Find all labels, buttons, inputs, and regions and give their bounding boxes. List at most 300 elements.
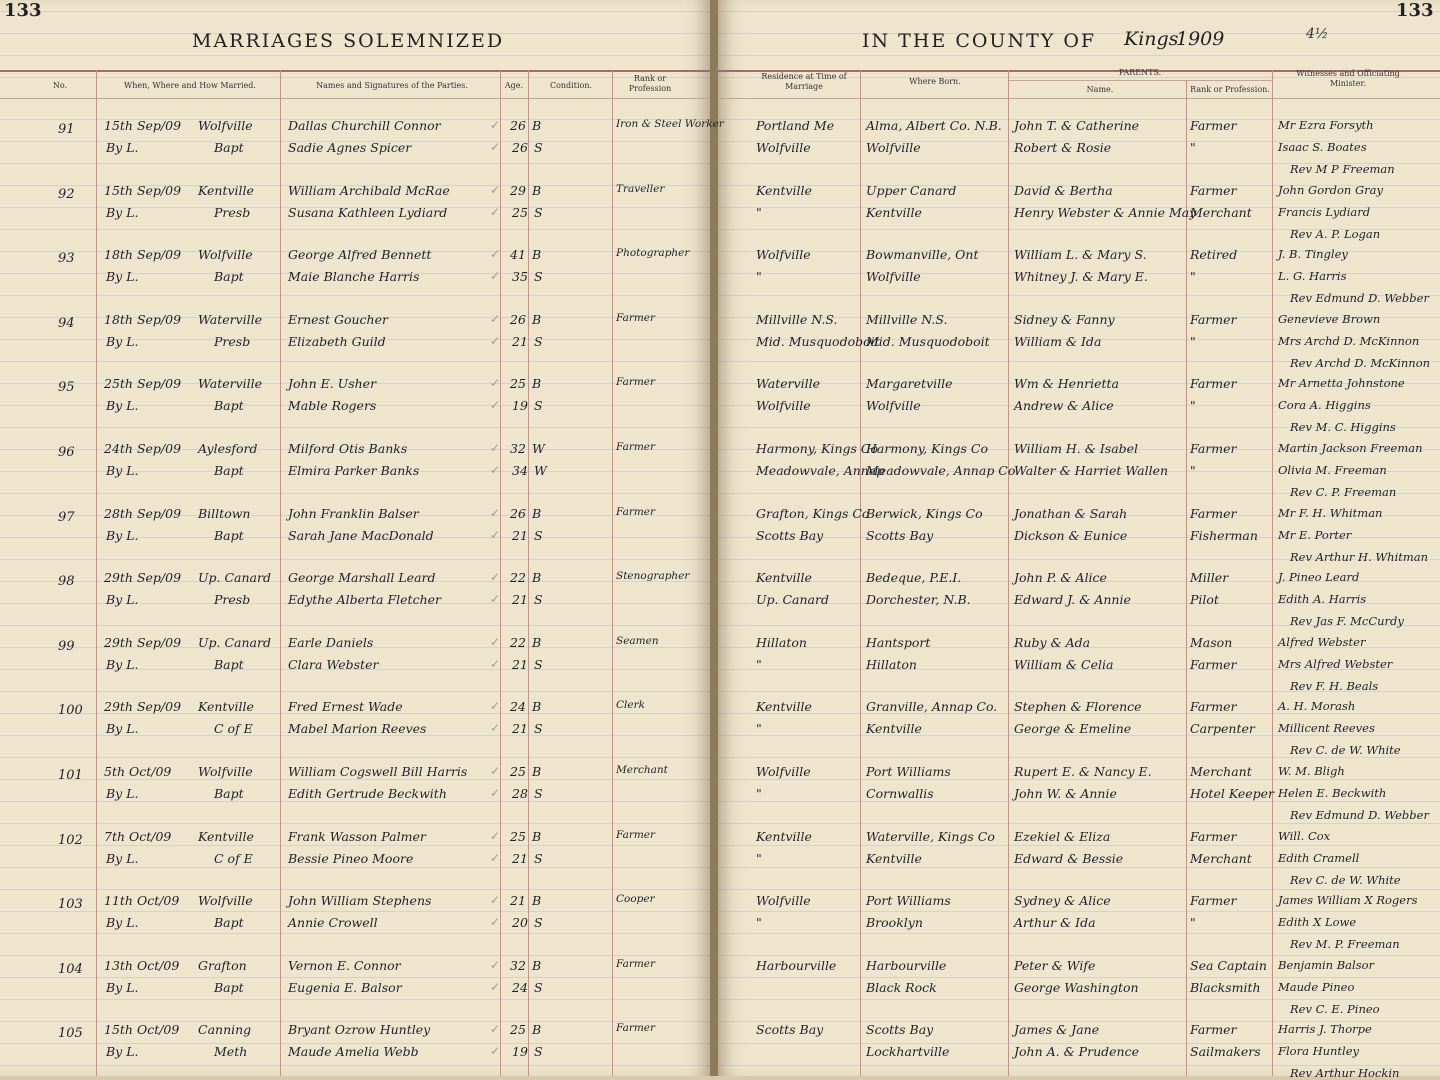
entry-bride: Edythe Alberta Fletcher [288,592,441,608]
entry-how-married: By L. [106,656,139,672]
entry-condition-groom: W [532,441,545,456]
entry-residence-bride: Wolfville [756,140,811,155]
check-mark-icon: ✓ [490,333,501,348]
entry-parent-rank-bride: " [1190,463,1196,478]
entry-parent-rank-bride: " [1190,398,1196,414]
entry-age-bride: 25 [512,204,528,220]
entry-residence-bride: " [756,269,762,285]
entry-place: Wolfville [198,764,253,779]
entry-how-married: By L. [106,333,139,349]
entry-how-married: By L. [106,527,139,543]
entry-denomination: Bapt [214,269,244,285]
check-mark-icon: ✓ [490,247,501,262]
entry-how-married: By L. [106,721,139,737]
entry-groom: Fred Ernest Wade [288,699,403,715]
entry-place: Up. Canard [198,634,271,650]
entry-parents-bride: Arthur & Ida [1014,915,1096,931]
entry-denomination: Bapt [214,140,244,155]
entry-age-groom: 32 [510,957,526,973]
entry-age-bride: 19 [512,398,528,414]
col-rule [1008,70,1009,1076]
entry-parent-rank-groom: Farmer [1190,118,1237,133]
entry-number: 103 [58,897,83,913]
entry-condition-groom: B [532,957,542,973]
entry-residence-groom: Wolfville [756,764,811,779]
entry-witness-2: Edith Cramell [1278,850,1360,865]
entry-parent-rank-groom: Farmer [1190,182,1237,198]
entry-condition-bride: S [534,398,543,414]
entry-residence-groom: Kentville [756,182,812,198]
entry-denomination: Bapt [214,786,244,801]
entry-age-groom: 25 [510,828,526,844]
entry-parents-bride: Dickson & Eunice [1014,527,1128,543]
entry-residence-groom: Wolfville [756,247,811,263]
entry-parents-bride: George & Emeline [1014,721,1132,737]
check-mark-icon: ✓ [490,786,501,800]
entry-parents-groom: William L. & Mary S. [1014,247,1147,263]
check-mark-icon: ✓ [490,140,501,154]
entry-parent-rank-groom: Merchant [1190,764,1252,779]
entry-place: Kentville [198,699,254,715]
entry-groom: Milford Otis Banks [288,441,408,456]
entry-age-bride: 26 [512,140,528,155]
entry-age-bride: 21 [512,721,528,737]
entry-condition-bride: S [534,204,543,220]
entry-parents-groom: David & Bertha [1014,182,1113,198]
check-mark-icon: ✓ [490,441,501,455]
entry-age-groom: 24 [510,699,526,715]
entry-minister: Rev M. P. Freeman [1290,937,1400,952]
entry-condition-groom: B [532,828,542,844]
entry-groom: John Franklin Balser [288,505,419,521]
entry-witness-2: Francis Lydiard [1278,204,1371,219]
entry-witness-2: Isaac S. Boates [1278,140,1367,154]
entry-date: 28th Sep/09 [104,505,182,521]
entry-residence-bride: Mid. Musquodoboit [756,333,880,349]
entry-how-married: By L. [106,786,139,801]
entry-how-married: By L. [106,1044,139,1060]
entry-place: Billtown [198,505,251,521]
header-condition: Condition. [549,81,593,90]
entry-parents-bride: Whitney J. & Mary E. [1014,269,1148,285]
entry-minister: Rev C. de W. White [1290,743,1401,758]
book-gutter [710,0,718,1076]
entry-bride: Susana Kathleen Lydiard [288,204,448,220]
entry-denomination: Presb [214,204,251,220]
entry-witness-1: Alfred Webster [1278,634,1366,649]
entry-minister: Rev C. E. Pineo [1290,1001,1380,1016]
header-where-born: Where Born. [909,77,961,86]
entry-parent-rank-bride: " [1190,269,1196,285]
check-mark-icon: ✓ [490,118,501,132]
entry-condition-bride: S [534,140,543,155]
entry-born-groom: Granville, Annap Co. [866,699,998,715]
header-rule-bottom-left [0,98,710,99]
entry-parents-bride: John A. & Prudence [1014,1044,1139,1060]
entry-number: 99 [58,638,75,654]
entry-rank: Stenographer [616,570,690,583]
check-mark-icon: ✓ [490,721,501,736]
entry-denomination: Bapt [214,656,244,672]
entry-witness-1: Benjamin Balsor [1278,957,1375,972]
check-mark-icon: ✓ [490,979,501,994]
entry-age-groom: 25 [510,376,526,392]
entry-number: 96 [58,445,75,460]
entry-minister: Rev C. P. Freeman [1290,485,1397,499]
entry-rank: Cooper [616,893,655,906]
entry-witness-1: W. M. Bligh [1278,764,1345,778]
entry-parents-bride: Edward J. & Annie [1014,592,1131,608]
entry-condition-bride: S [534,527,543,543]
entry-residence-bride: Meadowvale, Annap [756,463,885,478]
entry-parents-groom: James & Jane [1014,1022,1100,1038]
entry-age-groom: 25 [510,1022,526,1038]
entry-born-bride: Wolfville [866,269,921,285]
entry-condition-bride: S [534,333,543,349]
entry-residence-groom: Kentville [756,828,812,844]
entry-place: Waterville [198,311,263,327]
entry-place: Kentville [198,182,254,198]
entry-date: 29th Sep/09 [104,570,182,586]
col-rule [612,70,613,1076]
entry-residence-bride: " [756,786,762,801]
entry-born-groom: Bedeque, P.E.I. [866,570,962,586]
col-rule [1186,80,1187,1076]
entry-minister: Rev Edmund D. Webber [1290,808,1429,822]
entry-denomination: Presb [214,592,251,608]
entry-residence-bride: " [756,850,762,866]
header-rule-bottom-right [718,98,1440,99]
title-left: MARRIAGES SOLEMNIZED [192,30,505,52]
entry-condition-bride: S [534,656,543,672]
entry-witness-1: James William X Rogers [1278,893,1418,908]
entry-rank: Iron & Steel Worker [616,118,724,130]
entry-age-bride: 19 [512,1044,528,1060]
entry-witness-2: Edith X Lowe [1278,915,1357,930]
entry-age-bride: 21 [512,333,528,349]
entry-denomination: Bapt [214,527,244,543]
entry-witness-2: Olivia M. Freeman [1278,463,1387,477]
entry-bride: Eugenia E. Balsor [288,979,402,995]
entry-born-bride: Brooklyn [866,915,923,931]
entry-parents-groom: Stephen & Florence [1014,699,1142,715]
entry-residence-groom: Harmony, Kings Co [756,441,878,456]
entry-parent-rank-bride: Merchant [1190,850,1252,866]
entry-condition-groom: B [532,247,542,263]
check-mark-icon: ✓ [490,1022,501,1037]
check-mark-icon: ✓ [490,592,501,607]
entry-parents-bride: Robert & Rosie [1014,140,1112,155]
entry-condition-bride: S [534,269,543,285]
entry-residence-bride: Wolfville [756,398,811,414]
entry-groom: Ernest Goucher [288,311,388,327]
entry-witness-2: Helen E. Beckwith [1278,786,1387,800]
entry-parents-bride: Edward & Bessie [1014,850,1124,866]
entry-parent-rank-groom: Mason [1190,634,1233,650]
entry-witness-2: Mr E. Porter [1278,527,1352,542]
entry-how-married: By L. [106,915,139,931]
entry-bride: Maie Blanche Harris [288,269,420,285]
entry-denomination: Presb [214,333,251,349]
header-rule-top-left [0,70,710,72]
entry-witness-2: Mrs Archd D. McKinnon [1278,333,1420,348]
entry-bride: Sadie Agnes Spicer [288,140,412,155]
entry-age-groom: 22 [510,570,526,586]
entry-minister: Rev M P Freeman [1290,162,1395,176]
entry-rank: Farmer [616,505,656,518]
entry-witness-1: Genevieve Brown [1278,311,1381,326]
entry-age-groom: 26 [510,505,526,521]
entry-residence-bride: " [756,915,762,931]
entry-how-married: By L. [106,140,139,155]
entry-groom: Earle Daniels [288,634,374,650]
entry-rank: Farmer [616,311,656,324]
page-number-right: 133 [1396,0,1434,21]
entry-bride: Mabel Marion Reeves [288,721,427,737]
entry-parent-rank-groom: Farmer [1190,376,1237,392]
entry-minister: Rev Archd D. McKinnon [1290,355,1431,370]
entry-parent-rank-bride: Fisherman [1190,527,1258,543]
entry-born-groom: Harmony, Kings Co [866,441,988,456]
header-when: When, Where and How Married. [124,81,256,90]
entry-condition-groom: B [532,1022,542,1038]
entry-minister: Rev C. de W. White [1290,872,1401,887]
entry-born-groom: Bowmanville, Ont [866,247,979,263]
entry-age-bride: 35 [512,269,528,285]
entry-minister: Rev Arthur H. Whitman [1290,549,1429,564]
entry-number: 100 [58,703,83,719]
entry-witness-2: Mrs Alfred Webster [1278,656,1393,671]
entry-minister: Rev M. C. Higgins [1290,420,1396,435]
entry-age-groom: 41 [510,247,526,263]
entry-witness-2: Maude Pineo [1278,979,1355,994]
entry-parents-groom: Wm & Henrietta [1014,376,1119,392]
check-mark-icon: ✓ [490,527,501,542]
entry-rank: Traveller [616,182,665,195]
entry-how-married: By L. [106,592,139,608]
entry-date: 5th Oct/09 [104,764,172,779]
entry-residence-bride: " [756,721,762,737]
entry-born-bride: Kentville [866,204,922,220]
entry-residence-bride: " [756,656,762,672]
check-mark-icon: ✓ [490,828,501,843]
entry-parents-bride: William & Celia [1014,656,1114,672]
entry-number: 102 [58,832,83,848]
entry-bride: Bessie Pineo Moore [288,850,414,866]
entry-parent-rank-bride: Pilot [1190,592,1219,608]
entry-parents-bride: Henry Webster & Annie May [1014,204,1197,220]
entry-born-bride: Dorchester, N.B. [866,592,971,608]
entry-minister: Rev Jas F. McCurdy [1290,614,1404,629]
entry-age-bride: 21 [512,656,528,672]
entry-parents-bride: William & Ida [1014,333,1102,349]
entry-age-groom: 26 [510,118,526,133]
entry-born-groom: Millville N.S. [866,311,948,327]
entry-born-groom: Upper Canard [866,182,957,198]
entry-number: 91 [58,122,75,137]
entry-condition-bride: W [534,463,547,478]
entry-parent-rank-groom: Farmer [1190,893,1237,909]
entry-parent-rank-bride: Carpenter [1190,721,1255,737]
entry-parent-rank-groom: Farmer [1190,699,1237,715]
entry-place: Waterville [198,376,263,392]
entry-parents-groom: Jonathan & Sarah [1014,505,1128,521]
header-names: Names and Signatures of the Parties. [316,81,468,90]
entry-residence-bride: Scotts Bay [756,527,824,543]
entry-born-bride: Meadowvale, Annap Co. [866,463,1020,478]
entry-residence-bride: " [756,204,762,220]
col-rule [1272,70,1273,1076]
check-mark-icon: ✓ [490,1044,501,1059]
entry-parents-groom: William H. & Isabel [1014,441,1139,456]
entry-witness-1: Martin Jackson Freeman [1278,441,1423,455]
entry-place: Aylesford [198,441,258,456]
entry-date: 15th Sep/09 [104,182,182,198]
entry-parent-rank-bride: Hotel Keeper [1190,786,1274,801]
title-right: IN THE COUNTY OF [862,30,1097,52]
check-mark-icon: ✓ [490,699,501,714]
entry-witness-2: Edith A. Harris [1278,592,1367,607]
entry-condition-groom: B [532,893,542,909]
entry-parent-rank-groom: Farmer [1190,505,1237,521]
entry-number: 95 [58,380,75,396]
entry-place: Wolfville [198,247,253,263]
entry-rank: Farmer [616,957,656,970]
entry-born-groom: Harbourville [866,957,947,973]
entry-number: 92 [58,186,75,202]
header-parents-name: Name. [1086,85,1114,94]
check-mark-icon: ✓ [490,764,501,778]
entry-condition-bride: S [534,979,543,995]
entry-date: 15th Sep/09 [104,118,182,133]
entry-condition-groom: B [532,699,542,715]
entry-condition-groom: B [532,634,542,650]
entry-parent-rank-groom: Farmer [1190,828,1237,844]
entry-born-bride: Hillaton [866,656,917,672]
entry-parent-rank-bride: Blacksmith [1190,979,1261,995]
entry-age-bride: 28 [512,786,528,801]
entry-parent-rank-groom: Farmer [1190,311,1237,327]
entry-residence-groom: Kentville [756,699,812,715]
entry-groom: William Cogswell Bill Harris [288,764,468,779]
header-parents-rank: Rank or Profession. [1190,85,1270,94]
entry-condition-groom: B [532,182,542,198]
entry-condition-groom: B [532,118,542,133]
entry-parent-rank-bride: Farmer [1190,656,1237,672]
entry-parent-rank-groom: Farmer [1190,1022,1237,1038]
entry-born-groom: Margaretville [866,376,953,392]
entry-how-married: By L. [106,979,139,995]
entry-born-bride: Wolfville [866,140,921,155]
corner-mark: 4½ [1306,26,1329,42]
entry-witness-1: Mr Ezra Forsyth [1278,118,1374,132]
entry-age-groom: 32 [510,441,526,456]
entry-parents-groom: Rupert E. & Nancy E. [1014,764,1152,779]
check-mark-icon: ✓ [490,311,501,326]
entry-bride: Sarah Jane MacDonald [288,527,434,543]
county-name: Kings [1124,28,1179,50]
col-rule [528,70,529,1076]
header-parents: PARENTS. [1118,68,1162,77]
check-mark-icon: ✓ [490,505,501,520]
entry-bride: Annie Crowell [288,915,378,931]
entry-minister: Rev A. P. Logan [1290,226,1381,241]
entry-date: 13th Oct/09 [104,957,180,973]
entry-bride: Elizabeth Guild [288,333,386,349]
entry-groom: Dallas Churchill Connor [288,118,441,133]
entry-born-groom: Alma, Albert Co. N.B. [866,118,1002,133]
entry-residence-groom: Hillaton [756,634,807,650]
entry-residence-bride: Up. Canard [756,592,829,608]
entry-groom: William Archibald McRae [288,182,450,198]
check-mark-icon: ✓ [490,182,501,197]
entry-denomination: Bapt [214,398,244,414]
entry-denomination: Bapt [214,463,244,478]
entry-parents-bride: George Washington [1014,979,1139,995]
entry-condition-groom: B [532,570,542,586]
col-rule [500,70,501,1076]
entry-born-bride: Black Rock [866,979,937,995]
entry-age-groom: 25 [510,764,526,779]
entry-witness-2: Millicent Reeves [1278,721,1375,736]
entry-bride: Mable Rogers [288,398,377,414]
entry-witness-1: Harris J. Thorpe [1278,1022,1372,1037]
entry-number: 97 [58,509,75,525]
entry-parent-rank-bride: " [1190,333,1196,349]
entry-residence-groom: Harbourville [756,957,837,973]
entry-born-groom: Scotts Bay [866,1022,934,1038]
register-year: 1909 [1176,28,1225,50]
entry-number: 94 [58,315,75,331]
entry-born-groom: Port Williams [866,893,951,909]
check-mark-icon: ✓ [490,398,501,413]
check-mark-icon: ✓ [490,656,501,671]
check-mark-icon: ✓ [490,463,501,477]
entry-born-bride: Kentville [866,850,922,866]
entry-rank: Seamen [616,634,659,647]
entry-groom: Bryant Ozrow Huntley [288,1022,431,1038]
entry-bride: Elmira Parker Banks [288,463,420,478]
entry-condition-bride: S [534,1044,543,1060]
header-no: No. [52,81,68,90]
entry-date: 11th Oct/09 [104,893,180,909]
entry-born-groom: Hantsport [866,634,931,650]
entry-condition-groom: B [532,764,542,779]
entry-parent-rank-groom: Sea Captain [1190,957,1267,973]
entry-age-groom: 22 [510,634,526,650]
entry-rank: Merchant [616,764,668,776]
entry-born-groom: Port Williams [866,764,951,779]
entry-condition-groom: B [532,311,542,327]
entry-parents-groom: Ruby & Ada [1014,634,1091,650]
entry-parents-groom: Peter & Wife [1014,957,1096,973]
entry-residence-groom: Waterville [756,376,821,392]
entry-rank: Farmer [616,376,656,389]
entry-bride: Maude Amelia Webb [288,1044,419,1060]
entry-rank: Clerk [616,699,645,712]
entry-denomination: C of E [214,721,253,737]
entry-witness-1: Will. Cox [1278,828,1331,843]
entry-born-bride: Kentville [866,721,922,737]
entry-residence-groom: Portland Me [756,118,835,133]
entry-parents-groom: John T. & Catherine [1014,118,1140,133]
entry-place: Wolfville [198,893,253,909]
entry-date: 18th Sep/09 [104,247,182,263]
entry-parent-rank-groom: Miller [1190,570,1229,586]
entry-date: 29th Sep/09 [104,699,182,715]
entry-number: 98 [58,574,75,590]
entry-groom: George Marshall Leard [288,570,436,586]
